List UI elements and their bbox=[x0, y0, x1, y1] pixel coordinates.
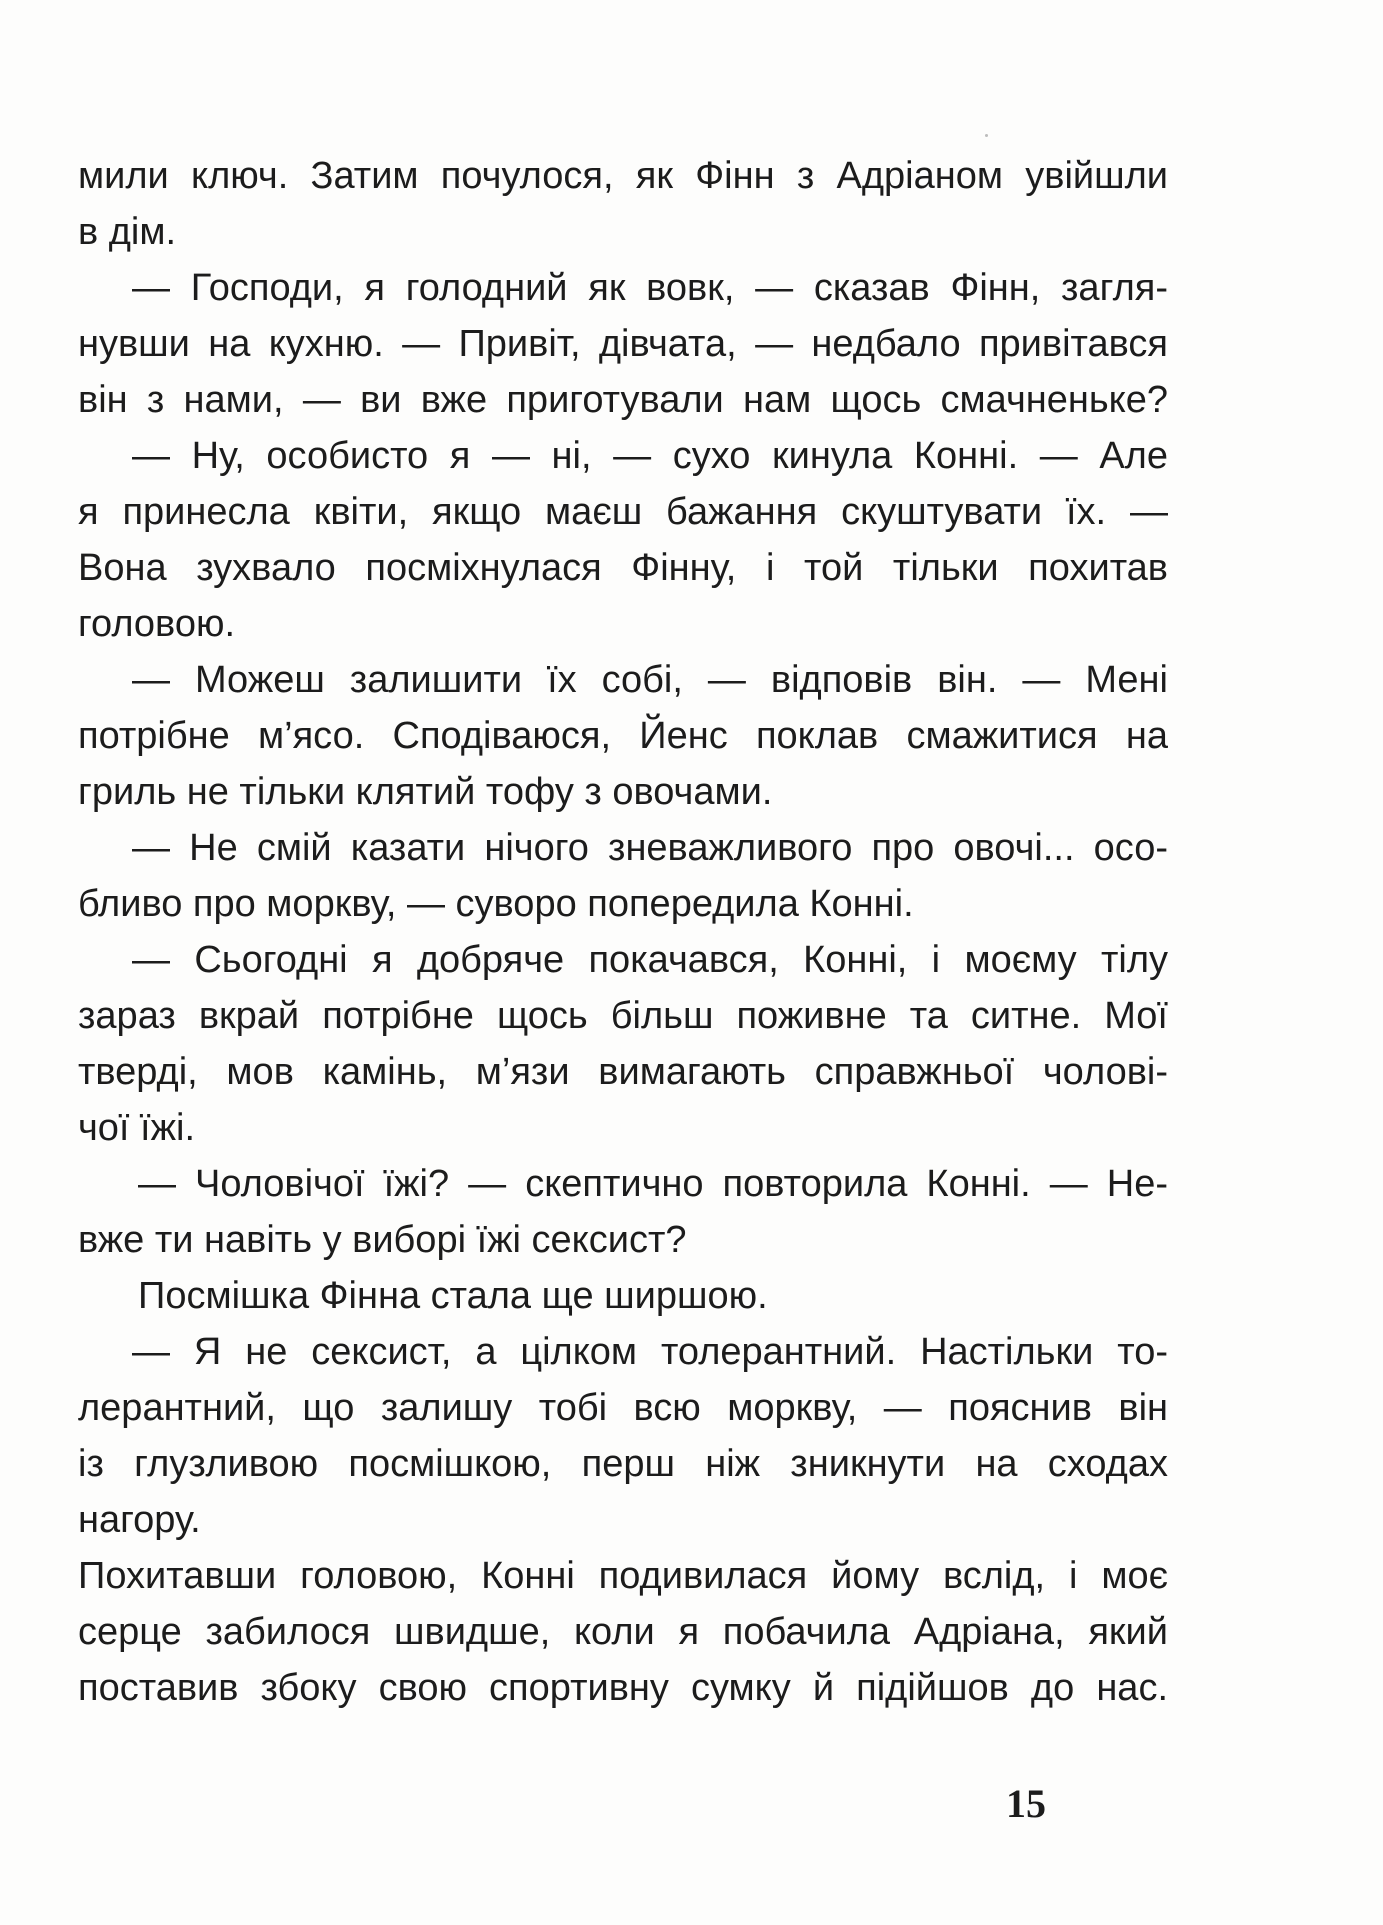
text-line: я принесла квіти, якщо маєш бажання скуштувати їх. — bbox=[78, 491, 1168, 533]
text-line: — Я не сексист, а цілком толерантний. Настільки то- bbox=[132, 1331, 1168, 1373]
text-line: поставив збоку свою спортивну сумку й підійшов до нас. bbox=[78, 1667, 1168, 1709]
text-line: — Чоловічої їжі? — скептично повторила Конні. — Не- bbox=[138, 1163, 1168, 1205]
text-line: — Господи, я голодний як вовк, — сказав Фінн, загля- bbox=[132, 267, 1168, 309]
page-number: 15 bbox=[1006, 1781, 1046, 1826]
text-line: він з нами, — ви вже приготували нам щось смачненьке? bbox=[78, 379, 1168, 421]
text-line: Посмішка Фінна стала ще ширшою. bbox=[138, 1275, 768, 1317]
text-line: головою. bbox=[78, 603, 236, 645]
text-line: в дім. bbox=[78, 211, 177, 253]
text-line: тверді, мов камінь, м’язи вимагають справжньої чолові- bbox=[78, 1051, 1168, 1093]
text-line: зараз вкрай потрібне щось більш поживне та ситне. Мої bbox=[78, 995, 1168, 1037]
text-line: Похитавши головою, Конні подивилася йому вслід, і моє bbox=[78, 1555, 1168, 1597]
text-line: лерантний, що залишу тобі всю моркву, — пояснив він bbox=[78, 1387, 1168, 1429]
text-line: чої їжі. bbox=[78, 1107, 196, 1149]
text-line: мили ключ. Затим почулося, як Фінн з Адріаном увійшли bbox=[78, 155, 1168, 197]
text-line: — Сьогодні я добряче покачався, Конні, і моєму тілу bbox=[132, 939, 1168, 981]
text-line: бливо про моркву, — суворо попередила Конні. bbox=[78, 883, 914, 925]
text-line: нагору. bbox=[78, 1499, 201, 1541]
text-line: вже ти навіть у виборі їжі сексист? bbox=[78, 1219, 687, 1261]
text-line: серце забилося швидше, коли я побачила Адріана, який bbox=[78, 1611, 1168, 1653]
text-line: нувши на кухню. — Привіт, дівчата, — недбало привітався bbox=[78, 323, 1168, 365]
text-line: — Можеш залишити їх собі, — відповів він. — Мені bbox=[132, 659, 1168, 701]
text-line: — Ну, особисто я — ні, — сухо кинула Конні. — Але bbox=[132, 435, 1168, 477]
text-line: — Не смій казати нічого зневажливого про овочі... осо- bbox=[132, 827, 1168, 869]
text-line: гриль не тільки клятий тофу з овочами. bbox=[78, 771, 773, 813]
text-line: потрібне м’ясо. Сподіваюся, Йенс поклав смажитися на bbox=[78, 715, 1168, 757]
paper-speck bbox=[985, 134, 988, 137]
text-line: Вона зухвало посміхнулася Фінну, і той тільки похитав bbox=[78, 547, 1168, 589]
text-line: із глузливою посмішкою, перш ніж зникнути на сходах bbox=[78, 1443, 1168, 1485]
body-text bbox=[78, 148, 1168, 1716]
